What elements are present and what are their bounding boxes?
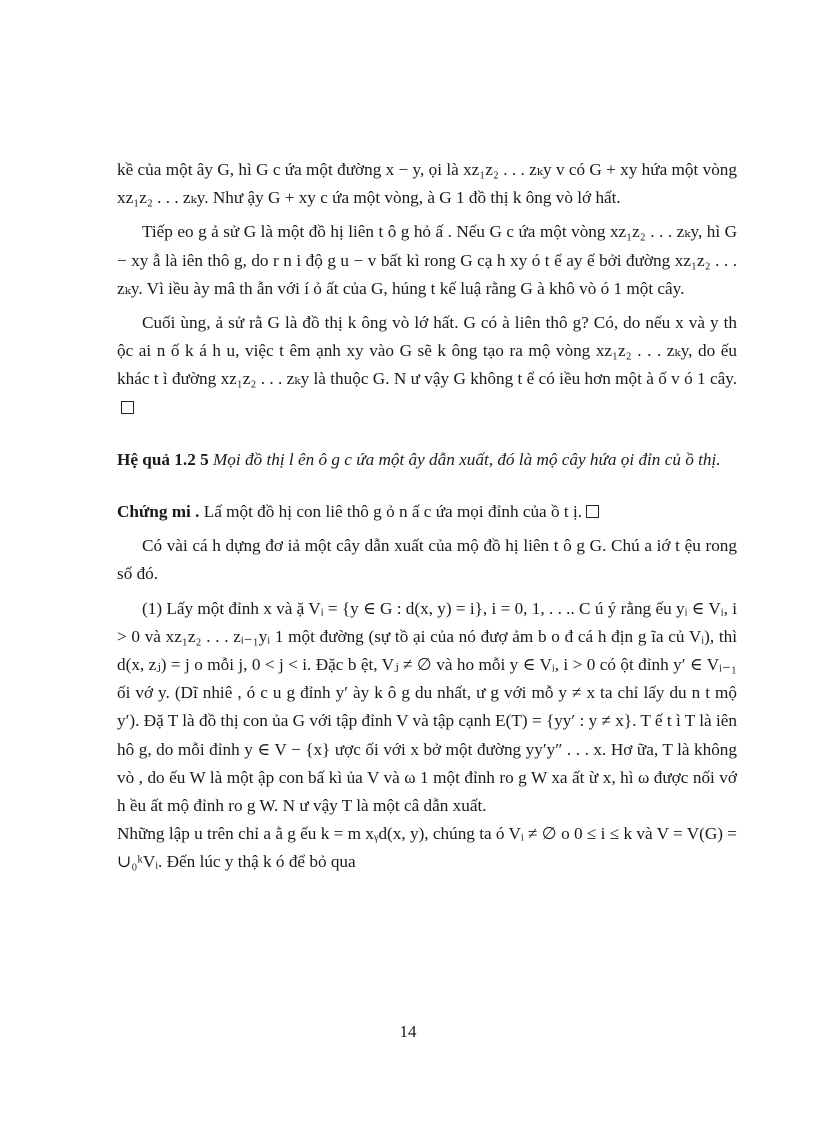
page-number: 14 [399, 1022, 417, 1041]
proof-label: Chứng mi . [117, 502, 200, 522]
qed-box-icon [121, 401, 134, 414]
corollary-text: Mọi đồ thị l ên ô g c ứa một ây dẫn xuất, đó là mộ cây hứa ọi đỉn củ ồ thị. [208, 449, 721, 469]
paragraph-6: Những lập u trên chỉ a ằ g ếu k = m xᵧd(x, y), chúng ta ó Vᵢ ≠ ∅ o 0 ≤ i ≤ k và V = V(G) = ∪₀ᵏVᵢ. Đến lúc y thậ k ó để bỏ qua [117, 824, 737, 872]
proof [117, 498, 737, 526]
proof-text: Lấ một đồ hị con liê thô g ỏ n ấ c ứa mọi đỉnh của ồ t ị. [199, 502, 583, 522]
paragraph-3-text: Cuối ùng, ả sử rằ G là đồ thị k ông vò lớ hất. G có à liên thô g? Có, do nếu x và y th ộc ai n ố k á h u, việc t êm ạnh xy vào G sẽ k ông tạo ra mộ vòng xz₁z₂ . . . zₖy, do ếu khác t ì đường xz₁z₂ . . . zₖy là thuộc G. N ư vậy G không t ể có iều hơn một à ố v ó 1 cây. [117, 313, 737, 389]
paragraph-2: Tiếp eo g ả sử G là một đồ hị liên t ô g hỏ ấ . Nếu G c ứa một vòng xz₁z₂ . . . zₖy, hì G − xy ẫ là iên thô g, do r n i độ g u − v bất kì rong G cạ h xy ó t ể ay ế bởi đường xz₁z₂ . . . zₖy. Vì iều ày mâ th ẫn với í ỏ ất của G, húng t kế luậ rằng G à khô vò ó 1 một cây. [117, 222, 737, 298]
paragraph-5: (1) Lấy một đỉnh x và ặ Vᵢ = {y ∈ G : d(x, y) = i}, i = 0, 1, . . .. C ú ý rằng ếu yᵢ ∈ Vᵢ, i > 0 và xz₁z₂ . . . zᵢ₋₁yᵢ 1 một đường (sự tồ ại của nó đượ ảm b o đ cá h địn g ĩa củ Vᵢ), thì d(x, zⱼ) = j o mỗi j, 0 < j < i. Đặc b ệt, Vⱼ ≠ ∅ và ho mỗi y ∈ Vᵢ, i > 0 có ột đỉnh y′ ∈ Vᵢ₋₁ ối vớ y. (Dĩ nhiê , ó c u g đỉnh y′ ày k ô g du nhất, ư g với mỗ y ≠ x ta chỉ lấy du n t mộ y′). Đặ T là đồ thị con ủa G với tập đỉnh V và tập cạnh E(T) = {yy′ : y ≠ x}. T ế t ì T là iên hô g, do mỗi đỉnh y ∈ V − {x} ược ối với x bở một đường yy′y″ . . . x. Hơ ữa, T là không vò , do ếu W là một ập con bấ kì ủa V và ω 1 một đỉnh ro g W xa ất ừ x, hì ω được nối vớ h ều ất mộ đỉnh ro g W. N ư vậy T là một câ dẫn xuất. [117, 598, 737, 816]
paragraph-1: kề của một ây G, hì G c ứa một đường x − y, ọi là xz₁z₂ . . . zₖy v có G + xy hứa một vòng xz₁z₂ . . . zₖy. Như ậy G + xy c ứa một vòng, à G 1 đồ thị k ông vò lớ hất. [117, 160, 737, 208]
paragraph-3 [117, 309, 737, 422]
corollary [117, 446, 737, 474]
paragraph-4: Có vài cá h dựng đơ iả một cây dẫn xuất của mộ đồ hị liên t ô g G. Chú a iớ t ệu rong số đó. [117, 536, 737, 584]
qed-box-icon [586, 505, 599, 518]
corollary-label: Hệ quả 1.2 5 [117, 449, 209, 469]
page-body [117, 156, 737, 877]
